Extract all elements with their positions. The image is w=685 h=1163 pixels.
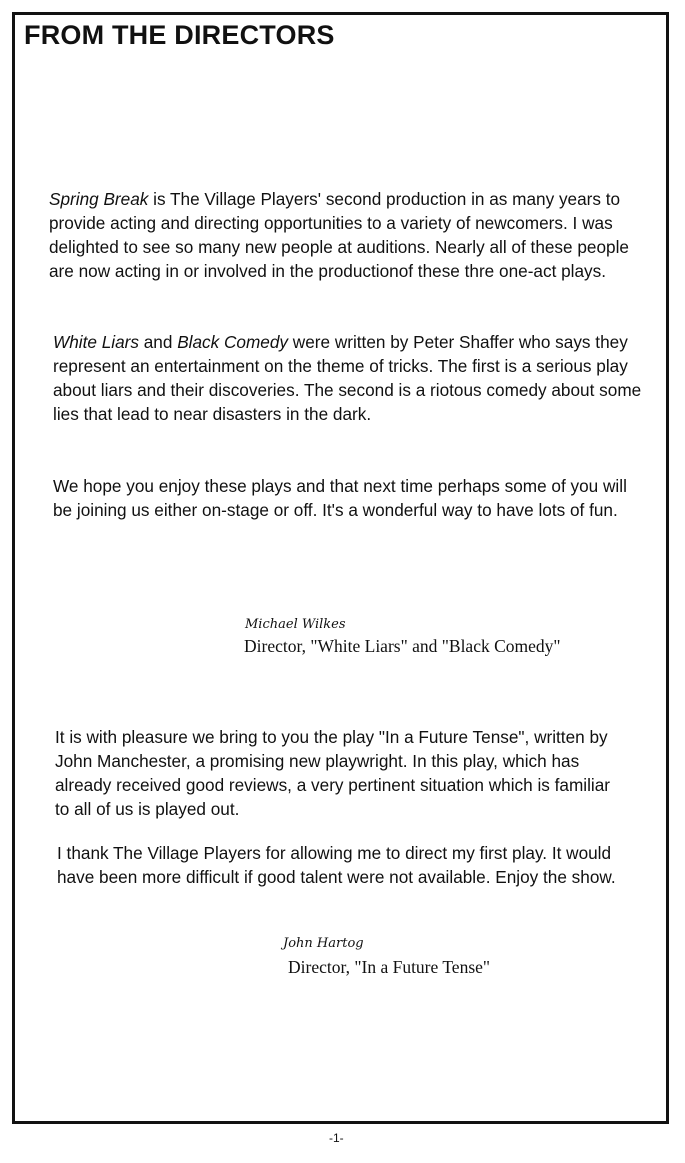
play-title-white-liars: White Liars xyxy=(53,332,139,352)
signature-michael-wilkes: Michael Wilkes xyxy=(245,617,346,632)
directors-note-2-paragraph-1: It is with pleasure we bring to you the play "In a Future Tense", written by John Manchester, a promising new playwright. In this play, which has already received good reviews, a very pertinent situation which is familiar to all of us is played out. xyxy=(55,727,611,819)
paragraph-text: is The Village Players' second production in as many years to provide acting and directing opportunities to a variety of newcomers. I was delighted to see so many new people at auditions. Nearly all of these people are now acting in or involved in the productionof these thre one-act plays. xyxy=(49,189,629,281)
play-title-black-comedy: Black Comedy xyxy=(177,332,289,352)
directors-note-1-paragraph-3: We hope you enjoy these plays and that next time perhaps some of you will be joining us either on-stage or off. It's a wonderful way to have lots of fun. xyxy=(53,476,627,520)
directors-note-1-paragraph-2 xyxy=(53,330,643,426)
connector-text: and xyxy=(138,332,178,352)
director-credit-john-hartog: Director, "In a Future Tense" xyxy=(288,957,491,977)
page-number: -1- xyxy=(329,1131,344,1145)
play-title-spring-break: Spring Break xyxy=(49,189,149,209)
directors-note-1-paragraph-1 xyxy=(49,187,649,283)
signature-john-hartog: John Hartog xyxy=(283,936,364,951)
paragraph-text: were written by Peter Shaffer who says they represent an entertainment on the theme of tricks. The first is a serious play about liars and their discoveries. The second is a riotous comedy about some lies that lead to near disasters in the dark. xyxy=(53,332,642,424)
page-title: FROM THE DIRECTORS xyxy=(24,20,335,50)
directors-note-2-paragraph-2: I thank The Village Players for allowing me to direct my first play. It would have been more difficult if good talent were not available. Enjoy the show. xyxy=(57,843,616,887)
director-credit-michael-wilkes: Director, "White Liars" and "Black Comedy" xyxy=(244,636,561,656)
